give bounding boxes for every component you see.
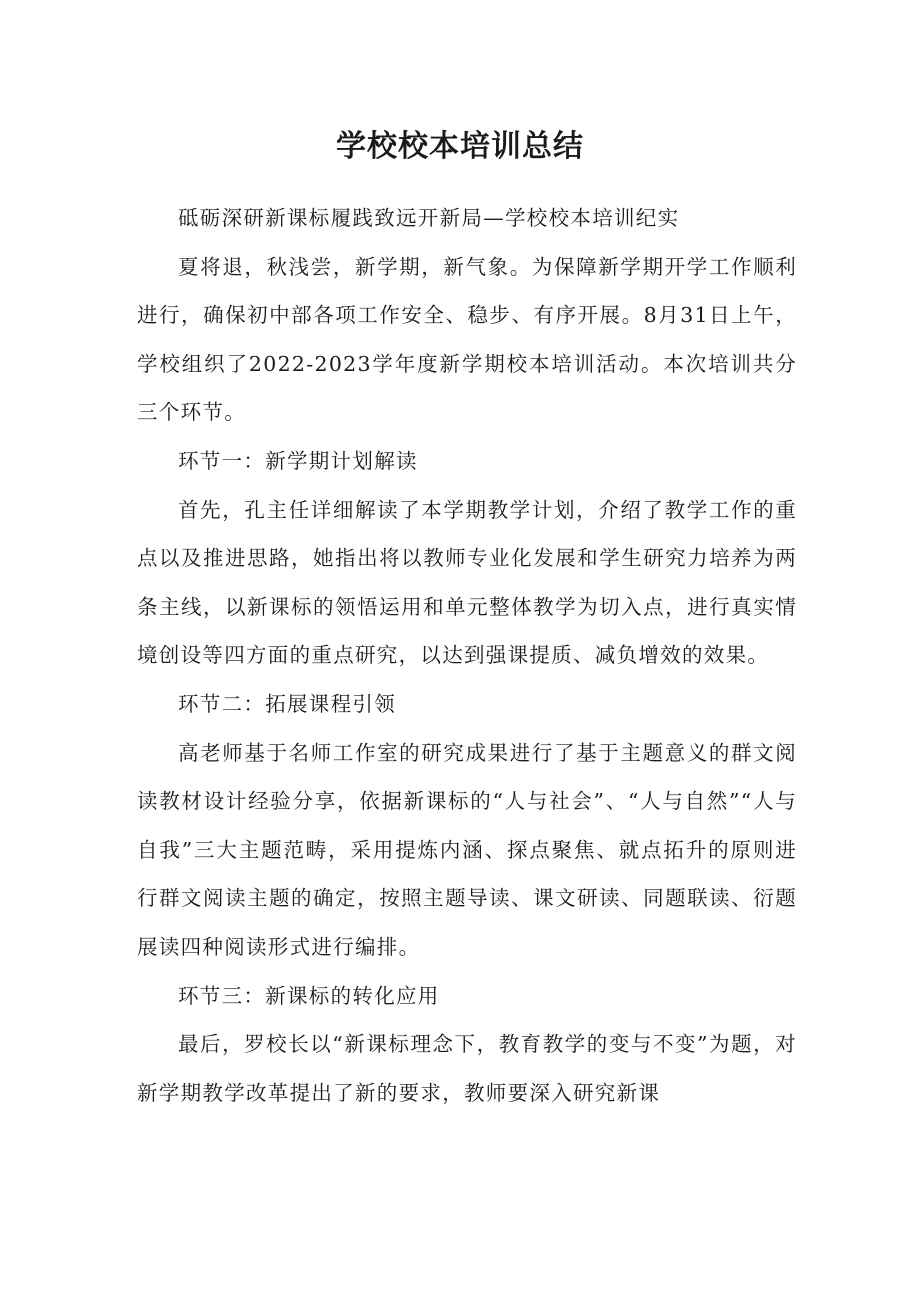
document-title: 学校校本培训总结 (336, 129, 584, 164)
section-3-paragraph: 最后，罗校长以“新课标理念下，教育教学的变与不变”为题，对新学期教学改革提出了新的要求，教师要深入研究新课 (137, 1032, 797, 1105)
section-heading-1: 环节一：新学期计划解读 (178, 448, 418, 473)
section-heading-2: 环节二：拓展课程引领 (178, 691, 396, 716)
section-2-paragraph: 高老师基于名师工作室的研究成果进行了基于主题意义的群文阅读教材设计经验分享，依据新课标的“人与社会”、“人与自然”“人与自我”三大主题范畴，采用提炼内涵、探点聚焦、就点拓升的原则进行群文阅读主题的确定，按照主题导读、课文研读、同题联读、衍题展读四种阅读形式进行编排。 (137, 740, 797, 959)
section-1-paragraph: 首先，孔主任详细解读了本学期教学计划，介绍了教学工作的重点以及推进思路，她指出将以教师专业化发展和学生研究力培养为两条主线，以新课标的领悟运用和单元整体教学为切入点，进行真实情境创设等四方面的重点研究，以达到强课提质、减负增效的效果。 (137, 497, 797, 668)
subtitle-paragraph: 砥砺深研新课标履践致远开新局—学校校本培训纪实 (178, 206, 680, 230)
intro-paragraph: 夏将退，秋浅尝，新学期，新气象。为保障新学期开学工作顺利进行，确保初中部各项工作安全、稳步、有序开展。8月31日上午，学校组织了2022-2023学年度新学期校本培训活动。本次培训共分三个环节。 (137, 254, 797, 425)
section-heading-3: 环节三：新课标的转化应用 (178, 983, 440, 1008)
document-body (137, 194, 797, 1117)
